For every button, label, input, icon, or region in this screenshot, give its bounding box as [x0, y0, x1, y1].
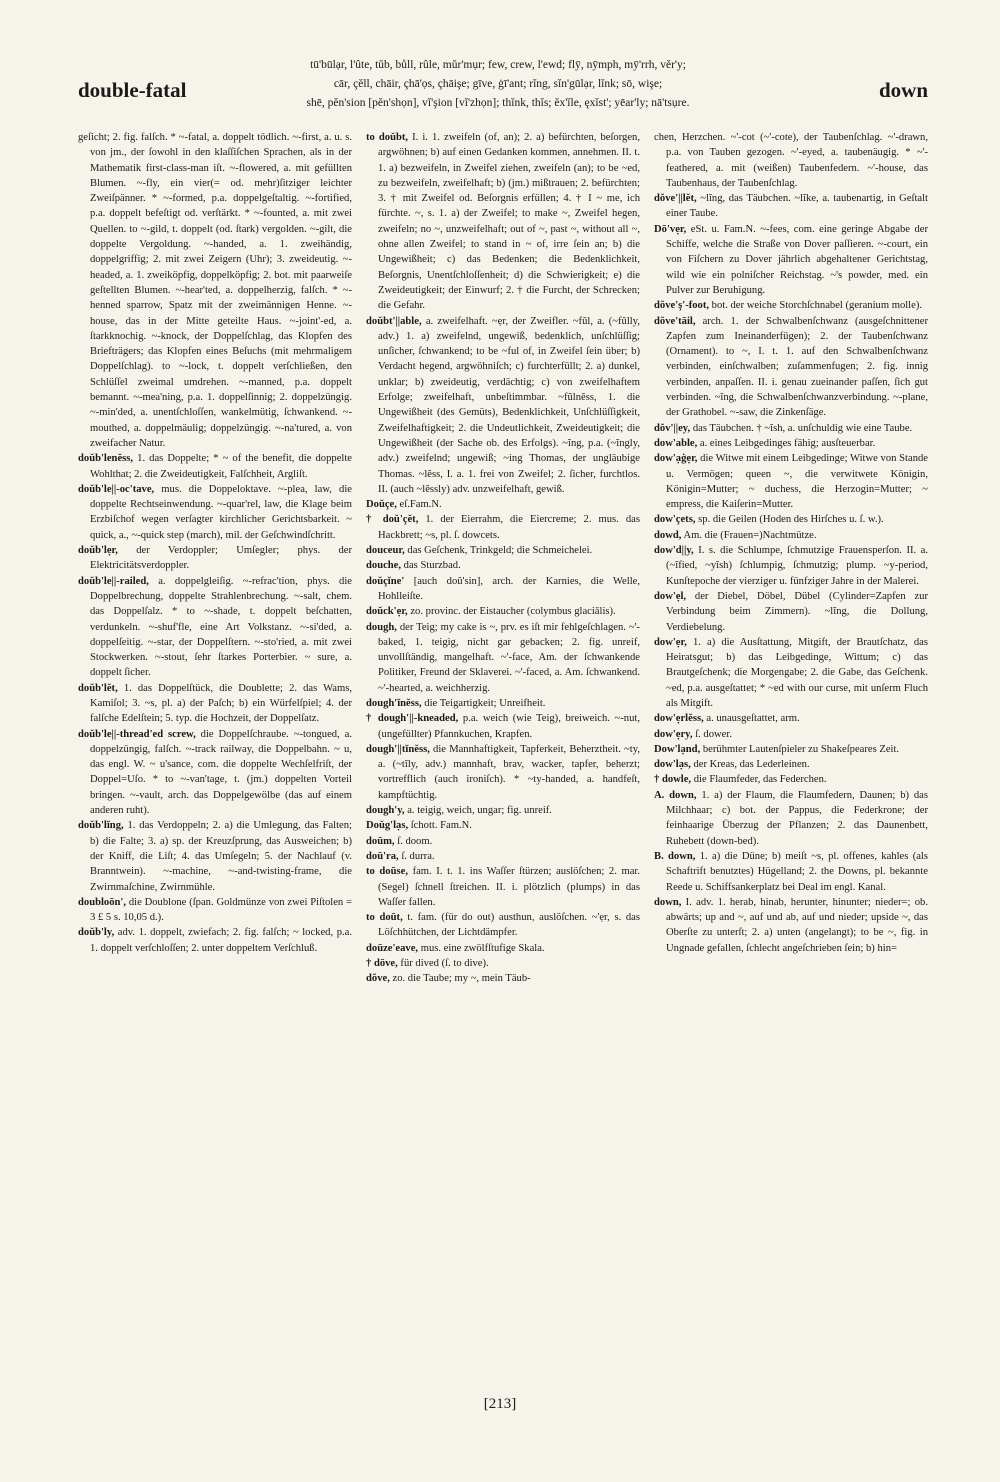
dictionary-entry — [78, 451, 352, 482]
entry-headword: dow'able, — [654, 437, 698, 449]
entry-headword: Dō'vẹr, — [654, 223, 687, 235]
entry-headword: dow'lạs, — [654, 759, 691, 771]
dictionary-entry — [654, 512, 928, 527]
dictionary-entry — [366, 620, 640, 696]
dictionary-entry — [366, 543, 640, 558]
dictionary-entry — [366, 834, 640, 849]
entry-definition: eSt. u. Fam.N. ~-fees, com. eine geringe Abgabe der Schiffe, welche die Straße von Dover paſſieren. ~-court, ein von Fiſchern zu Dover jährlich abgehaltener Gerichtstag, wild wie ein polniſcher Reichstag. ~'s powder, med. ein Pulver zur Beruhigung. — [666, 223, 928, 296]
entry-definition: ſ. doom. — [394, 835, 433, 847]
entry-headword: down, — [654, 896, 682, 908]
column-2 — [366, 130, 640, 1398]
dictionary-entry — [654, 298, 928, 313]
dictionary-entry — [366, 497, 640, 512]
dictionary-entry — [366, 910, 640, 941]
entry-headword: Doŭçe, — [366, 499, 397, 511]
dictionary-entry — [78, 895, 352, 926]
entry-headword: doūm, — [366, 835, 395, 847]
dictionary-entry — [366, 130, 640, 314]
entry-definition: die Doppelſchraube. ~-tongued, a. doppelzüngig, falſch. ~-track railway, die Doppelbahn. ~ u, das engl. W. ~ u'sance, com. die doppelte Wechſelfriſt, der Doppel=Uſo. * to ~-van'tage, t. (jm.) doppelten Vorteil bringen. ~-vault, arch. das Doppelgewölbe (das auf einem anderen ruht). — [90, 728, 352, 817]
entry-definition: 1. das Verdoppeln; 2. a) die Umlegung, das Falten; b) die Falte; 3. a) sp. der Kreuzſprung, das Ausweichen; b) der Kniff, die Liſt; 4. das Umſegeln; 5. der Nachlauf (v. Branntwein). ~-machine, ~-and-twisting-frame, die Zwirnmaſchine, Zwirnmühle. — [90, 820, 352, 893]
entry-definition: sp. die Geilen (Hoden des Hirſches u. ſ. w.). — [695, 514, 884, 526]
entry-headword: dowd, — [654, 529, 682, 541]
entry-definition: a. doppelgleiſig. ~-refrac'tion, phys. die Doppelbrechung, doppelte Strahlenbrechung. ~-salt, chem. das Doppelſalz. * to ~-shade, t. doppelt beſchatten, verdunkeln. ~-shuf'fle, eine Art Volkstanz. ~-si'ded, a. doppelſeitig. ~-star, der Doppelſtern. ~-sto'ried, a. mit zwei Stockwerken. ~-stout, ſehr ſtarkes Porterbier. ~ sure, a. doppelt ſicher. — [90, 575, 352, 679]
entry-definition: die Witwe mit einem Leibgedinge; Witwe von Stande u. Vermögen; queen ~, die verwitwete Königin, Königin=Mutter; ~ duchess, die Herzogin=Mutter; ~ empress, die Kaiſerin=Mutter. — [666, 453, 928, 511]
entry-headword: doūze'eave, — [366, 942, 419, 954]
dictionary-entry — [366, 512, 640, 543]
dictionary-entry — [78, 482, 352, 543]
entry-definition: für dived (ſ. to dive). — [397, 958, 489, 970]
column-1 — [78, 130, 352, 1398]
entry-definition: arch. 1. der Schwalbenſchwanz (ausgeſchnittener Zapfen zum Ineinanderfügen); 2. der Taubenſchwanz (Ornament). to ~, I. t. 1. auf den Schwalbenſchwanz verbinden, einſchwalben; zuſammenfugen; 2. fig. innig verbinden, anpaſſen. II. i. genau zueinander paſſen, ſich gut verbinden. ~ĭng, die Schwalbenſchwanzverbindung. ~-plane, der Grathobel. ~-saw, die Zinkenſäge. — [666, 315, 928, 419]
entry-headword: doŭçĭne' — [366, 575, 405, 587]
entry-headword: dŏv'||ey, — [654, 422, 691, 434]
dictionary-entry — [654, 543, 928, 589]
entry-headword: to doŭbt, — [366, 132, 409, 143]
dictionary-entry — [654, 788, 928, 849]
entry-headword: dŏve'ş'-foot, — [654, 300, 710, 312]
entry-definition: die Flaumfeder, das Federchen. — [691, 774, 827, 786]
dictionary-entry — [366, 742, 640, 803]
dictionary-entry — [78, 543, 352, 574]
dictionary-entry — [654, 711, 928, 726]
entry-definition: a. teigig, weich, ungar; fig. unreif. — [404, 805, 552, 817]
entry-definition: mus. eine zwölfſtufige Skala. — [418, 942, 545, 954]
dictionary-entry — [654, 895, 928, 956]
entry-definition: zo. die Taube; my ~, mein Täub- — [389, 973, 531, 985]
entry-definition: I. adv. 1. herab, hinab, herunter, hinunter; nieder=; ob. abwärts; up and ~, auf und ab, auf und nieder; upside ~, das Oberſte zu unterſt; 2. a) unten (angelangt); to be ~, fig. in Ungnade gefallen, ſchlecht angeſchrieben ſein; b) hin= — [666, 896, 928, 954]
entry-headword: to doūt, — [366, 912, 403, 924]
entry-headword: doŭb'ly, — [78, 927, 115, 939]
dictionary-entry — [366, 803, 640, 818]
entry-definition: chen, Herzchen. ~'-cot (~'-cote), der Taubenſchlag. ~'-drawn, p.a. von Tauben gezogen. ~'-eyed, a. taubenäugig. * ~'-feathered, a. mit (weißen) Taubenfedern. ~'-house, das Taubenhaus, der Taubenſchlag. — [654, 132, 928, 189]
entry-headword: doū'ra, — [366, 850, 399, 862]
entry-headword: to doūse, — [366, 866, 408, 878]
entry-definition: der Diebel, Döbel, Dübel (Cylinder=Zapfen zur Verbindung beim Zimmern). ~lĭng, die Dollung, Verdiebelung. — [666, 590, 928, 633]
entry-definition: 1. das Doppelte; * ~ of the benefit, die doppelte Wohlthat; 2. die Zweideutigkeit, Falſchheit, Argliſt. — [90, 453, 352, 480]
entry-definition: ſ. dower. — [692, 728, 732, 740]
entry-definition: der Teig; my cake is ~, prv. es iſt mir fehlgeſchlagen. ~'-baked, 1. teigig, nicht gar gebacken; 2. fig. unreif, unvollſtändig, mangelhaft. ~'-face, Am. der ſchwankende Politiker, Freund der Sklaverei. ~'-faced, a. Am. ſchwankend. ~'-hearted, a. weichherzig. — [378, 621, 640, 694]
entry-headword: dow'ẹl, — [654, 590, 687, 602]
dictionary-entry — [654, 421, 928, 436]
entry-headword: douceur, — [366, 545, 405, 557]
dictionary-entry — [654, 849, 928, 895]
entry-definition: eſ.Fam.N. — [396, 499, 442, 511]
left-guide-word: double-fatal — [78, 78, 187, 102]
entry-headword: † dōve, — [366, 958, 398, 970]
entry-definition: der Verdoppler; Umſegler; phys. der Elektricitätsverdoppler. — [90, 545, 352, 572]
column-3 — [654, 130, 928, 1398]
dictionary-columns — [78, 130, 928, 1398]
entry-headword: doŭb'le||-oc'tave, — [78, 483, 155, 495]
dictionary-entry — [78, 925, 352, 956]
entry-headword: doŭb'le||-thread'ed screw, — [78, 728, 196, 740]
dictionary-entry — [366, 604, 640, 619]
entry-definition: bot. der weiche Storchſchnabel (geranium molle). — [709, 300, 923, 312]
entry-headword: † dough'||-kneaded, — [366, 713, 459, 725]
entry-definition: das Geſchenk, Trinkgeld; die Schmeichelei. — [404, 545, 593, 557]
pronunciation-key — [238, 56, 758, 113]
dictionary-entry — [366, 314, 640, 498]
entry-headword: doŭb'le||-railed, — [78, 575, 149, 587]
entry-headword: dough, — [366, 621, 397, 633]
entry-definition: 1. a) die Ausſtattung, Mitgift, der Brautſchatz, das Heiratsgut; b) das Leibgedinge, Wittum; c) das Brautgeſchenk; die Morgengabe; 2. die Gabe, das Geſchenk. ~ed, p.a. ausgeſtattet; * ~ed with our curse, mit unſerm Fluch als Mitgift. — [666, 636, 928, 709]
dictionary-entry — [654, 436, 928, 451]
dictionary-entry — [366, 696, 640, 711]
entry-headword: doubloōn', — [78, 896, 126, 908]
entry-headword: dow'd||y, — [654, 545, 694, 557]
right-guide-word: down — [878, 78, 928, 102]
entry-definition: die Mannhaftigkeit, Tapferkeit, Beherztheit. ~ty, a. (~tĭly, adv.) mannhaft, brav, wacker, tapfer, beherzt; vortrefflich (auch ironiſch). * ~ty-handed, a. handfeſt, kampftüchtig. — [378, 743, 640, 801]
entry-definition: die Teigartigkeit; Unreifheit. — [421, 697, 546, 709]
pronunciation-line: tū'būlạr, l'ûte, tŭb, bůll, rûle, mŭr'mụr; few, crew, l'ewd; flȳ, nȳmph, mȳ'rrh, vĕr'y; — [310, 59, 686, 71]
entry-definition: die Doublone (ſpan. Goldmünze von zwei Piſtolen = 3 £ 5 s. 10,05 d.). — [90, 896, 352, 924]
entry-definition: mus. die Doppeloktave. ~-plea, law, die doppelte Rechtseinwendung. ~-quar'rel, law, die Klage beim Erzbiſchof wegen verſagter kirchlicher Gerichtsbarkeit. ~ quick, a., ~-quick step (march), mil. der Geſchwindſchritt. — [90, 483, 352, 541]
entry-definition: zo. provinc. der Eistaucher (colymbus glaciālis). — [407, 606, 616, 618]
entry-definition: t. fam. (für do out) austhun, auslöſchen. ~'ẹr, s. das Löſchhütchen, der Lichtdämpfer. — [378, 912, 640, 939]
dictionary-entry — [366, 864, 640, 910]
entry-headword: doŭb'lĭng, — [78, 820, 124, 832]
entry-definition: a. eines Leibgedinges fähig; ausſteuerbar. — [697, 437, 876, 449]
dictionary-entry — [78, 574, 352, 681]
dictionary-entry — [654, 130, 928, 191]
entry-headword: dow'ẹry, — [654, 728, 693, 740]
dictionary-entry — [654, 589, 928, 635]
dictionary-entry — [366, 956, 640, 971]
dictionary-entry — [78, 727, 352, 819]
entry-headword: dow'ạġẹr, — [654, 453, 698, 465]
entry-headword: B. down, — [654, 850, 696, 862]
entry-headword: doŭb'lẹr, — [78, 545, 118, 557]
dictionary-entry — [366, 941, 640, 956]
entry-headword: dow'ẹrlĕss, — [654, 713, 704, 725]
entry-headword: Doŭg'lạs, — [366, 820, 409, 832]
entry-definition: ~lĭng, das Täubchen. ~lĭke, a. taubenartig, in Geſtalt einer Taube. — [666, 193, 928, 220]
entry-definition: berühmter Lautenſpieler zu Shakeſpeares Zeit. — [700, 743, 900, 755]
entry-headword: A. down, — [654, 789, 697, 801]
entry-definition: Am. die (Frauen=)Nachtmütze. — [681, 529, 817, 541]
entry-definition: a. unausgeſtattet, arm. — [703, 713, 800, 725]
entry-definition: I. s. die Schlumpe, ſchmutzige Frauensperſon. II. a. (~ĭfied, ~yĭsh) ſchlumpig, ſchmutzig; plump. ~y-period, Kunſtepoche der vierziger u. fünfziger Jahre in der Malerei. — [666, 545, 928, 587]
entry-definition: 1. das Doppelſtück, die Doublette; 2. das Wams, Kamiſol; 3. ~s, pl. a) der Paſch; b) ein Würfelſpiel; 4. der falſche Edelſtein; 5. typ. die Hochzeit, der Doppelſatz. — [90, 682, 352, 725]
entry-headword: dŏve'||lĕt, — [654, 193, 697, 205]
dictionary-entry — [654, 757, 928, 772]
dictionary-entry — [654, 314, 928, 421]
entry-definition: adv. 1. doppelt, zwiefach; 2. fig. falſch; ~ locked, p.a. 1. doppelt verſchloſſen; 2. unter doppeltem Verſchluß. — [90, 927, 352, 954]
dictionary-entry — [654, 528, 928, 543]
entry-definition: das Täubchen. † ~ĭsh, a. unſchuldig wie eine Taube. — [690, 422, 913, 434]
entry-headword: † doŭ'çĕt, — [366, 514, 419, 526]
dictionary-entry — [366, 818, 640, 833]
entry-headword: dough'||tĭnĕss, — [366, 743, 430, 755]
dictionary-entry — [654, 222, 928, 298]
dictionary-entry — [654, 742, 928, 757]
entry-definition: 1. a) die Düne; b) meiſt ~s, pl. offenes, kahles (als Schaftrift benutztes) Hügelland; 2. the Downs, pl. bekannte Reede u. Schiffsankerplatz bei Deal im engl. Kanal. — [666, 850, 928, 893]
entry-headword: † dowle, — [654, 774, 692, 786]
dictionary-entry — [366, 711, 640, 742]
entry-headword: dough'ĭnĕss, — [366, 697, 422, 709]
dictionary-entry — [654, 772, 928, 787]
entry-headword: doŭb'lĕt, — [78, 682, 118, 694]
entry-definition: [auch doŭ'sin], arch. der Karnies, die Welle, Hohlleiſte. — [378, 575, 640, 602]
dictionary-entry — [78, 681, 352, 727]
pronunciation-line: shē, pĕn'sion [pĕn'shọn], vĭ'şion [vĭ'zhọn]; thĭnk, thĭs; ĕx'ĭle, ęxĭst'; yēar'ly; nā'tsụre. — [306, 97, 690, 109]
entry-headword: Dow'lạnd, — [654, 743, 701, 755]
dictionary-entry — [366, 558, 640, 573]
entry-definition: ſchott. Fam.N. — [408, 820, 472, 832]
entry-headword: doŭb'lenĕss, — [78, 453, 134, 465]
entry-definition: fam. I. t. 1. ins Waſſer ſtürzen; auslöſchen; 2. mar. (Segel) ſchnell ſtreichen. II. i. plötzlich (plumps) in das Waſſer fallen. — [378, 866, 640, 908]
entry-headword: dŏve'tāil, — [654, 315, 696, 327]
entry-definition: p.a. weich (wie Teig), breiweich. ~-nut, (ungefüllter) Pfannkuchen, Krapfen. — [378, 713, 640, 740]
dictionary-entry — [366, 971, 640, 986]
entry-definition: 1. a) der Flaum, die Flaumfedern, Daunen; b) das Milchhaar; c) bot. der Pappus, die Federkrone; der feinhaarige Überzug der Pflanzen; 2. das Daunenbett, Ruhebett (down-bed). — [666, 789, 928, 847]
entry-headword: dough'y, — [366, 805, 405, 817]
entry-definition: der Kreas, das Lederleinen. — [690, 759, 810, 771]
entry-headword: doŭck'ẹr, — [366, 606, 408, 618]
dictionary-entry — [654, 635, 928, 711]
dictionary-entry — [78, 130, 352, 451]
dictionary-entry — [654, 727, 928, 742]
dictionary-entry — [366, 849, 640, 864]
pronunciation-line: cār, çĕll, chāir, çhā'ọs, çhāişe; gīve, ġī'ant; rĭng, sĭn'gūlạr, lĭnk; sō, wişe; — [333, 78, 663, 90]
entry-definition: geſicht; 2. fig. falſch. * ~-fatal, a. doppelt tödlich. ~-first, a. u. s. von jm., der ſowohl in den klaſſiſchen Sprachen, als in der Mathematik first-class-man iſt. ~-flowered, a. mit gefüllten Blumen. ~-fly, ein vier(= od. mehr)ſitziger leichter Zweiſpänner. * ~-formed, p.a. doppelgeſtaltig. ~-fortified, p.a. doppelt befeſtigt od. verſtärkt. * ~-founted, a. mit zwei Quellen. to ~-gild, t. doppelt (od. ſtark) vergolden. ~-gilt, die doppelte Vergoldung. ~-handed, a. 1. zweihändig, doppelgriffig; 2. mit zwei Zeigern (Uhr); 3. zweideutig. ~-headed, a. 1. zweiköpfig, doppelköpfig; 2. bot. mit paarweiſe geſtellten Blumen. ~-hear'ted, a. doppelherzig, falſch. * ~-henned sparrow, Spatz mit der zweimännigen Henne. ~-house, das in der Mitte geteilte Haus. ~-joint'-ed, a. ſtarkknochig. ~-knock, der Doppelſchlag, das Klopfen des Briefträgers; das Klopfen eines Beſuchs (mit mehrmaligem Doppelſchlag). to ~-lock, t. doppelt verſchließen, den Schlüſſel zweimal umdrehen. ~-manned, p.a. doppelt bemannt. ~-mea'ning, p.a. 1. doppelſinnig; 2. doppelzüngig. ~-min'ded, a. unentſchloſſen, wankelmütig, ſchwankend. ~-mouthed, a. doppelmäulig; doppelzüngig. ~-na'tured, a. von zweifacher Natur. — [78, 132, 352, 449]
page-header — [78, 56, 928, 126]
dictionary-entry — [654, 191, 928, 222]
entry-definition: I. i. 1. zweifeln (of, an); 2. a) befürchten, beſorgen, argwöhnen; b) auf einen Gedanken kommen, annehmen. II. t. 1. a) bezweifeln, in Zweifel ziehen, zweifeln (an); to be ~ed, zu bezweifeln, zweifelhaft; b) (jm.) mißtrauen; 2. befürchten; 3. † mit Zweifel od. Beſorgnis erfüllen; 4. † I ~ me, ich fürchte. ~, s. 1. a) der Zweifel; to make ~, Zweifel hegen, zweifeln; no ~, unzweifelhaft; out of ~, past ~, without all ~, ohne allen Zweifel; to stand in ~ of, irre ſein an; b) die Ungewißheit; c) das Bedenken; die Bedenklichkeit, Beſorgnis, Unentſchloſſenheit; d) die Schwierigkeit; e) die Zweideutigkeit; der Einwurf; 2. † die Furcht, der Schrecken; die Gefahr. — [378, 132, 640, 312]
entry-headword: dŏve, — [366, 973, 390, 985]
dictionary-entry — [366, 574, 640, 605]
dictionary-entry — [654, 451, 928, 512]
entry-definition: 1. der Eierrahm, die Eiercreme; 2. mus. das Hackbrett; ~s, pl. ſ. dowcets. — [378, 514, 640, 541]
entry-headword: dow'çets, — [654, 514, 696, 526]
entry-headword: doŭbt'||able, — [366, 315, 422, 327]
entry-definition: ſ. durra. — [398, 850, 435, 862]
dictionary-entry — [78, 818, 352, 894]
entry-headword: dow'ẹr, — [654, 636, 687, 648]
page-number: [213] — [483, 1396, 517, 1412]
entry-definition: a. zweifelhaft. ~ẹr, der Zweifler. ~fŭl, a. (~fŭlly, adv.) 1. a) zweifelnd, ungewiß, bedenklich, unſchlüſſig; unſicher, ſchwankend; to be ~ful of, in Zweifel ſein über; b) Verdacht hegend, argwöhniſch; c) furchterfüllt; 2. a) dunkel, unklar; b) zweideutig, verdächtig; c) von zweifelhaftem Erfolge; zweifelhaft, unbeſtimmbar. ~fŭlnĕss, 1. die Ungewißheit (des Gemüts), Bedenklichkeit, Unſchlüſſigkeit, Zweifelhaftigkeit; 2. die Undeutlichkeit, Zweideutigkeit; die Ungewißheit (der Sache ob. des Erfolgs). ~ĭng, p.a. (~ĭngly, adv.) zweifelnd; ungewiß; ~ing Thomas, der ungläubige Thomas. ~lĕss, I. a. 1. frei von Zweifel; 2. ſicher, furchtlos. II. (auch ~lĕssly) adv. unzweifelhaft, gewiß. — [378, 315, 640, 495]
entry-definition: das Sturzbad. — [401, 560, 461, 572]
entry-headword: douche, — [366, 560, 402, 572]
